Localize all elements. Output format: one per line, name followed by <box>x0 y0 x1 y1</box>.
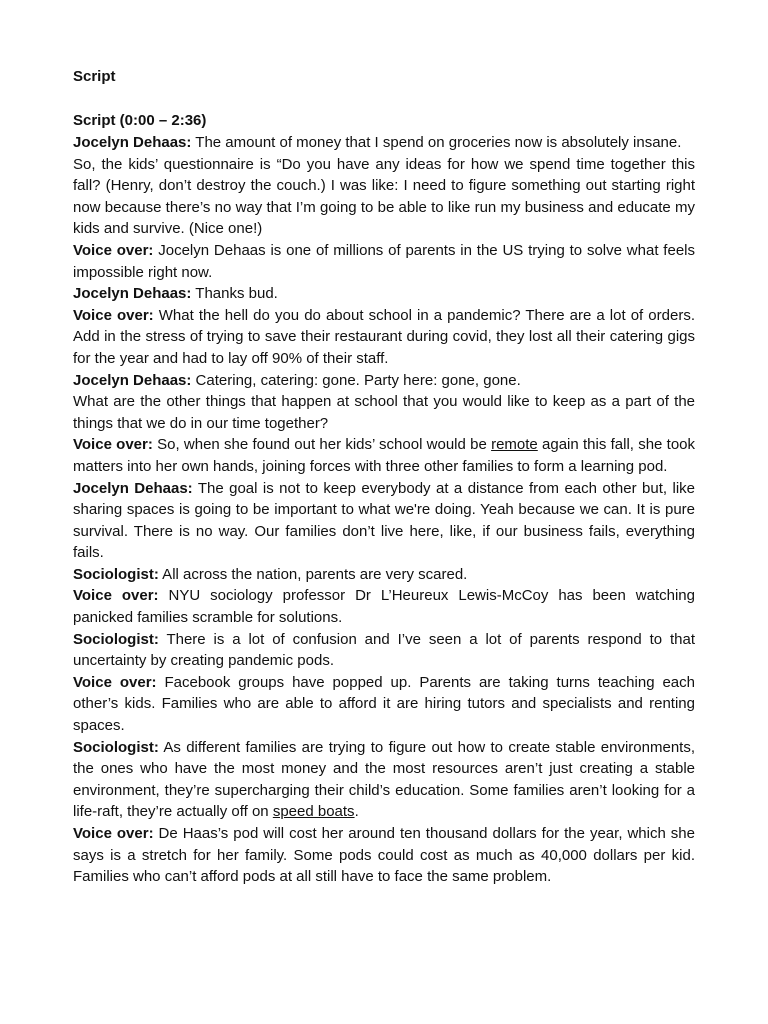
underlined-text: speed boats <box>272 803 355 821</box>
dialogue-text: again this fall, she took matters into her own hands, joining forces with three other families to form a learning pod. <box>73 436 696 475</box>
script-line <box>73 737 695 823</box>
script-line <box>73 305 695 370</box>
dialogue-text: Jocelyn Dehaas is one of millions of parents in the US trying to solve what feels impossible right now. <box>73 241 695 281</box>
speaker-label: Voice over: <box>73 436 153 454</box>
speaker-label: Voice over: <box>73 306 154 324</box>
dialogue-text: . <box>354 803 359 821</box>
speaker-label: Sociologist: <box>73 630 159 648</box>
dialogue-text: De Haas’s pod will cost her around ten thousand dollars for the year, which she says is a stretch for her family. Some pods could cost as much as 40,000 dollars per kid. Families who can’t afford pods at all still have to face the same problem. <box>73 825 695 886</box>
section-heading: Script (0:00 – 2:36) <box>73 112 207 129</box>
dialogue-text: What the hell do you do about school in a pandemic? There are a lot of orders. Add in the stress of trying to save their restaurant during covid, they lost all their catering gigs for the year and had to lay off 90% of their staff. <box>73 306 695 367</box>
script-line <box>73 370 695 392</box>
speaker-label: Jocelyn Dehaas: <box>73 134 192 151</box>
dialogue-text: All across the nation, parents are very scared. <box>158 565 468 583</box>
script-line <box>73 823 695 888</box>
script-line <box>73 672 695 737</box>
speaker-label: Sociologist: <box>73 738 159 756</box>
script-line <box>73 564 695 586</box>
script-line <box>73 629 695 672</box>
dialogue-text: Facebook groups have popped up. Parents are taking turns teaching each other’s kids. Families who are able to afford it are hiring tutors and specialists and renting spaces. <box>73 673 695 735</box>
script-line <box>73 434 695 477</box>
dialogue-text: What are the other things that happen at school that you would like to keep as a part of the things that we do in our time together? <box>73 393 695 432</box>
underlined-text: remote <box>491 436 538 454</box>
script-line <box>73 478 695 564</box>
speaker-label: Jocelyn Dehaas: <box>73 285 192 303</box>
script-line <box>73 585 695 628</box>
dialogue-text: So, when she found out her kids’ school would be <box>152 436 492 454</box>
speaker-label: Sociologist: <box>73 565 159 583</box>
dialogue-text: Thanks bud. <box>191 285 278 303</box>
script-line <box>73 132 695 154</box>
speaker-label: Jocelyn Dehaas: <box>73 479 193 497</box>
speaker-label: Voice over: <box>73 673 157 691</box>
dialogue-text: Catering, catering: gone. Party here: gone, gone. <box>191 371 521 389</box>
dialogue-text: The amount of money that I spend on groceries now is absolutely insane. <box>191 134 682 151</box>
speaker-label: Voice over: <box>73 241 154 259</box>
dialogue-text: There is a lot of confusion and I’ve seen a lot of parents respond to that uncertainty by creating pandemic pods. <box>73 630 695 670</box>
script-line <box>73 240 695 283</box>
document-title: Script <box>73 68 116 85</box>
speaker-label: Jocelyn Dehaas: <box>73 371 192 389</box>
speaker-label: Voice over: <box>73 825 154 842</box>
script-line <box>73 283 695 305</box>
script-line <box>73 391 695 434</box>
dialogue-text: As different families are trying to figure out how to create stable environments, the ones who have the most money and the most resources aren’t just creating a stable environment, they’re supercharging their child’s education. Some families aren’t looking for a life-raft, they’re actually off on <box>73 738 695 821</box>
dialogue-text: NYU sociology professor Dr L’Heureux Lewis-McCoy has been watching panicked families scramble for solutions. <box>73 587 695 627</box>
document-page <box>73 66 695 888</box>
speaker-label: Voice over: <box>73 587 159 605</box>
dialogue-text: The goal is not to keep everybody at a distance from each other but, like sharing spaces is going to be important to what we're doing. Yeah because we can. It is pure survival. There is no way. Our families don’t live here, like, if our business fails, everything fails. <box>73 479 695 562</box>
script-body <box>73 132 695 888</box>
dialogue-text: So, the kids’ questionnaire is “Do you have any ideas for how we spend time together this fall? (Henry, don’t destroy the couch.) I was like: I need to figure something out starting right now because there’s no way that I’m going to be able to like run my business and educate my kids and survive. (Nice one!) <box>73 155 695 238</box>
script-line <box>73 154 695 240</box>
